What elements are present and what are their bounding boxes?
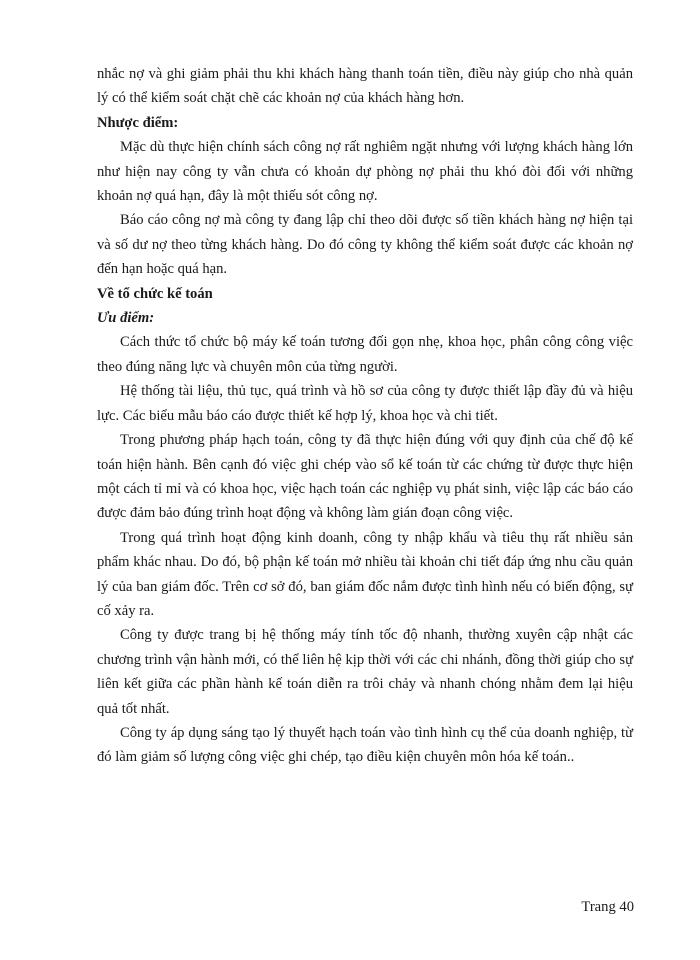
paragraph-continuation: nhắc nợ và ghi giảm phải thu khi khách hàng thanh toán tiền, điều này giúp cho nhà quản lý có thể kiểm soát chặt chẽ các khoản nợ của khách hàng hơn. [97,66,633,107]
document-body [97,62,633,770]
paragraph-documentation-system: Hệ thống tài liệu, thủ tục, quá trình và hồ sơ của công ty được thiết lập đầy đủ và hiệu lực. Các biểu mẫu báo cáo được thiết kế hợp lý, khoa học và chi tiết. [97,383,633,424]
paragraph-business-operations: Trong quá trình hoạt động kinh doanh, công ty nhập khẩu và tiêu thụ rất nhiều sản phẩm khác nhau. Do đó, bộ phận kế toán mở nhiều tài khoản chi tiết đáp ứng nhu cầu quản lý của ban giám đốc. Trên cơ sở đó, ban giám đốc nắm được tình hình nếu có biến động, sự cố xảy ra. [97,529,633,619]
paragraph-computer-system: Công ty được trang bị hệ thống máy tính tốc độ nhanh, thường xuyên cập nhật các chương trình vận hành mới, có thể liên hệ kịp thời với các chi nhánh, đồng thời giúp cho sự liên kết giữa các phần hành kế toán diễn ra trôi chảy và nhanh chóng nhằm đem lại hiệu quả tốt nhất. [97,627,633,717]
paragraph-accounting-method: Trong phương pháp hạch toán, công ty đã thực hiện đúng với quy định của chế độ kế toán hiện hành. Bên cạnh đó việc ghi chép vào sổ kế toán từ các chứng từ được thực hiện một cách tỉ mỉ và có khoa học, việc hạch toán các nghiệp vụ phát sinh, việc lập các báo cáo được đảm bảo đúng trình hoạt động và không làm gián đoạn công việc. [97,432,633,522]
heading-advantages: Ưu điểm: [97,310,155,327]
page-number: Trang 40 [581,899,634,915]
paragraph-debt-report: Báo cáo công nợ mà công ty đang lập chỉ theo dõi được số tiền khách hàng nợ hiện tại và số dư nợ theo từng khách hàng. Do đó công ty không thể kiểm soát được các khoản nợ đến hạn hoặc quá hạn. [97,212,633,278]
heading-accounting-organization: Về tổ chức kế toán [97,285,213,302]
paragraph-creative-application: Công ty áp dụng sáng tạo lý thuyết hạch toán vào tình hình cụ thể của doanh nghiệp, từ đó làm giảm số lượng công việc ghi chép, tạo điều kiện chuyên môn hóa kế toán.. [97,724,633,766]
paragraph-organization-structure: Cách thức tổ chức bộ máy kế toán tương đối gọn nhẹ, khoa học, phân công công việc theo đúng năng lực và chuyên môn của từng người. [97,334,633,375]
heading-disadvantages: Nhược điểm: [97,114,179,131]
paragraph-debt-provision: Mặc dù thực hiện chính sách công nợ rất nghiêm ngặt nhưng với lượng khách hàng lớn như hiện nay công ty vẫn chưa có khoản dự phòng nợ phải thu khó đòi đối với những khoản nợ quá hạn, đây là một thiếu sót công nợ. [97,139,633,205]
